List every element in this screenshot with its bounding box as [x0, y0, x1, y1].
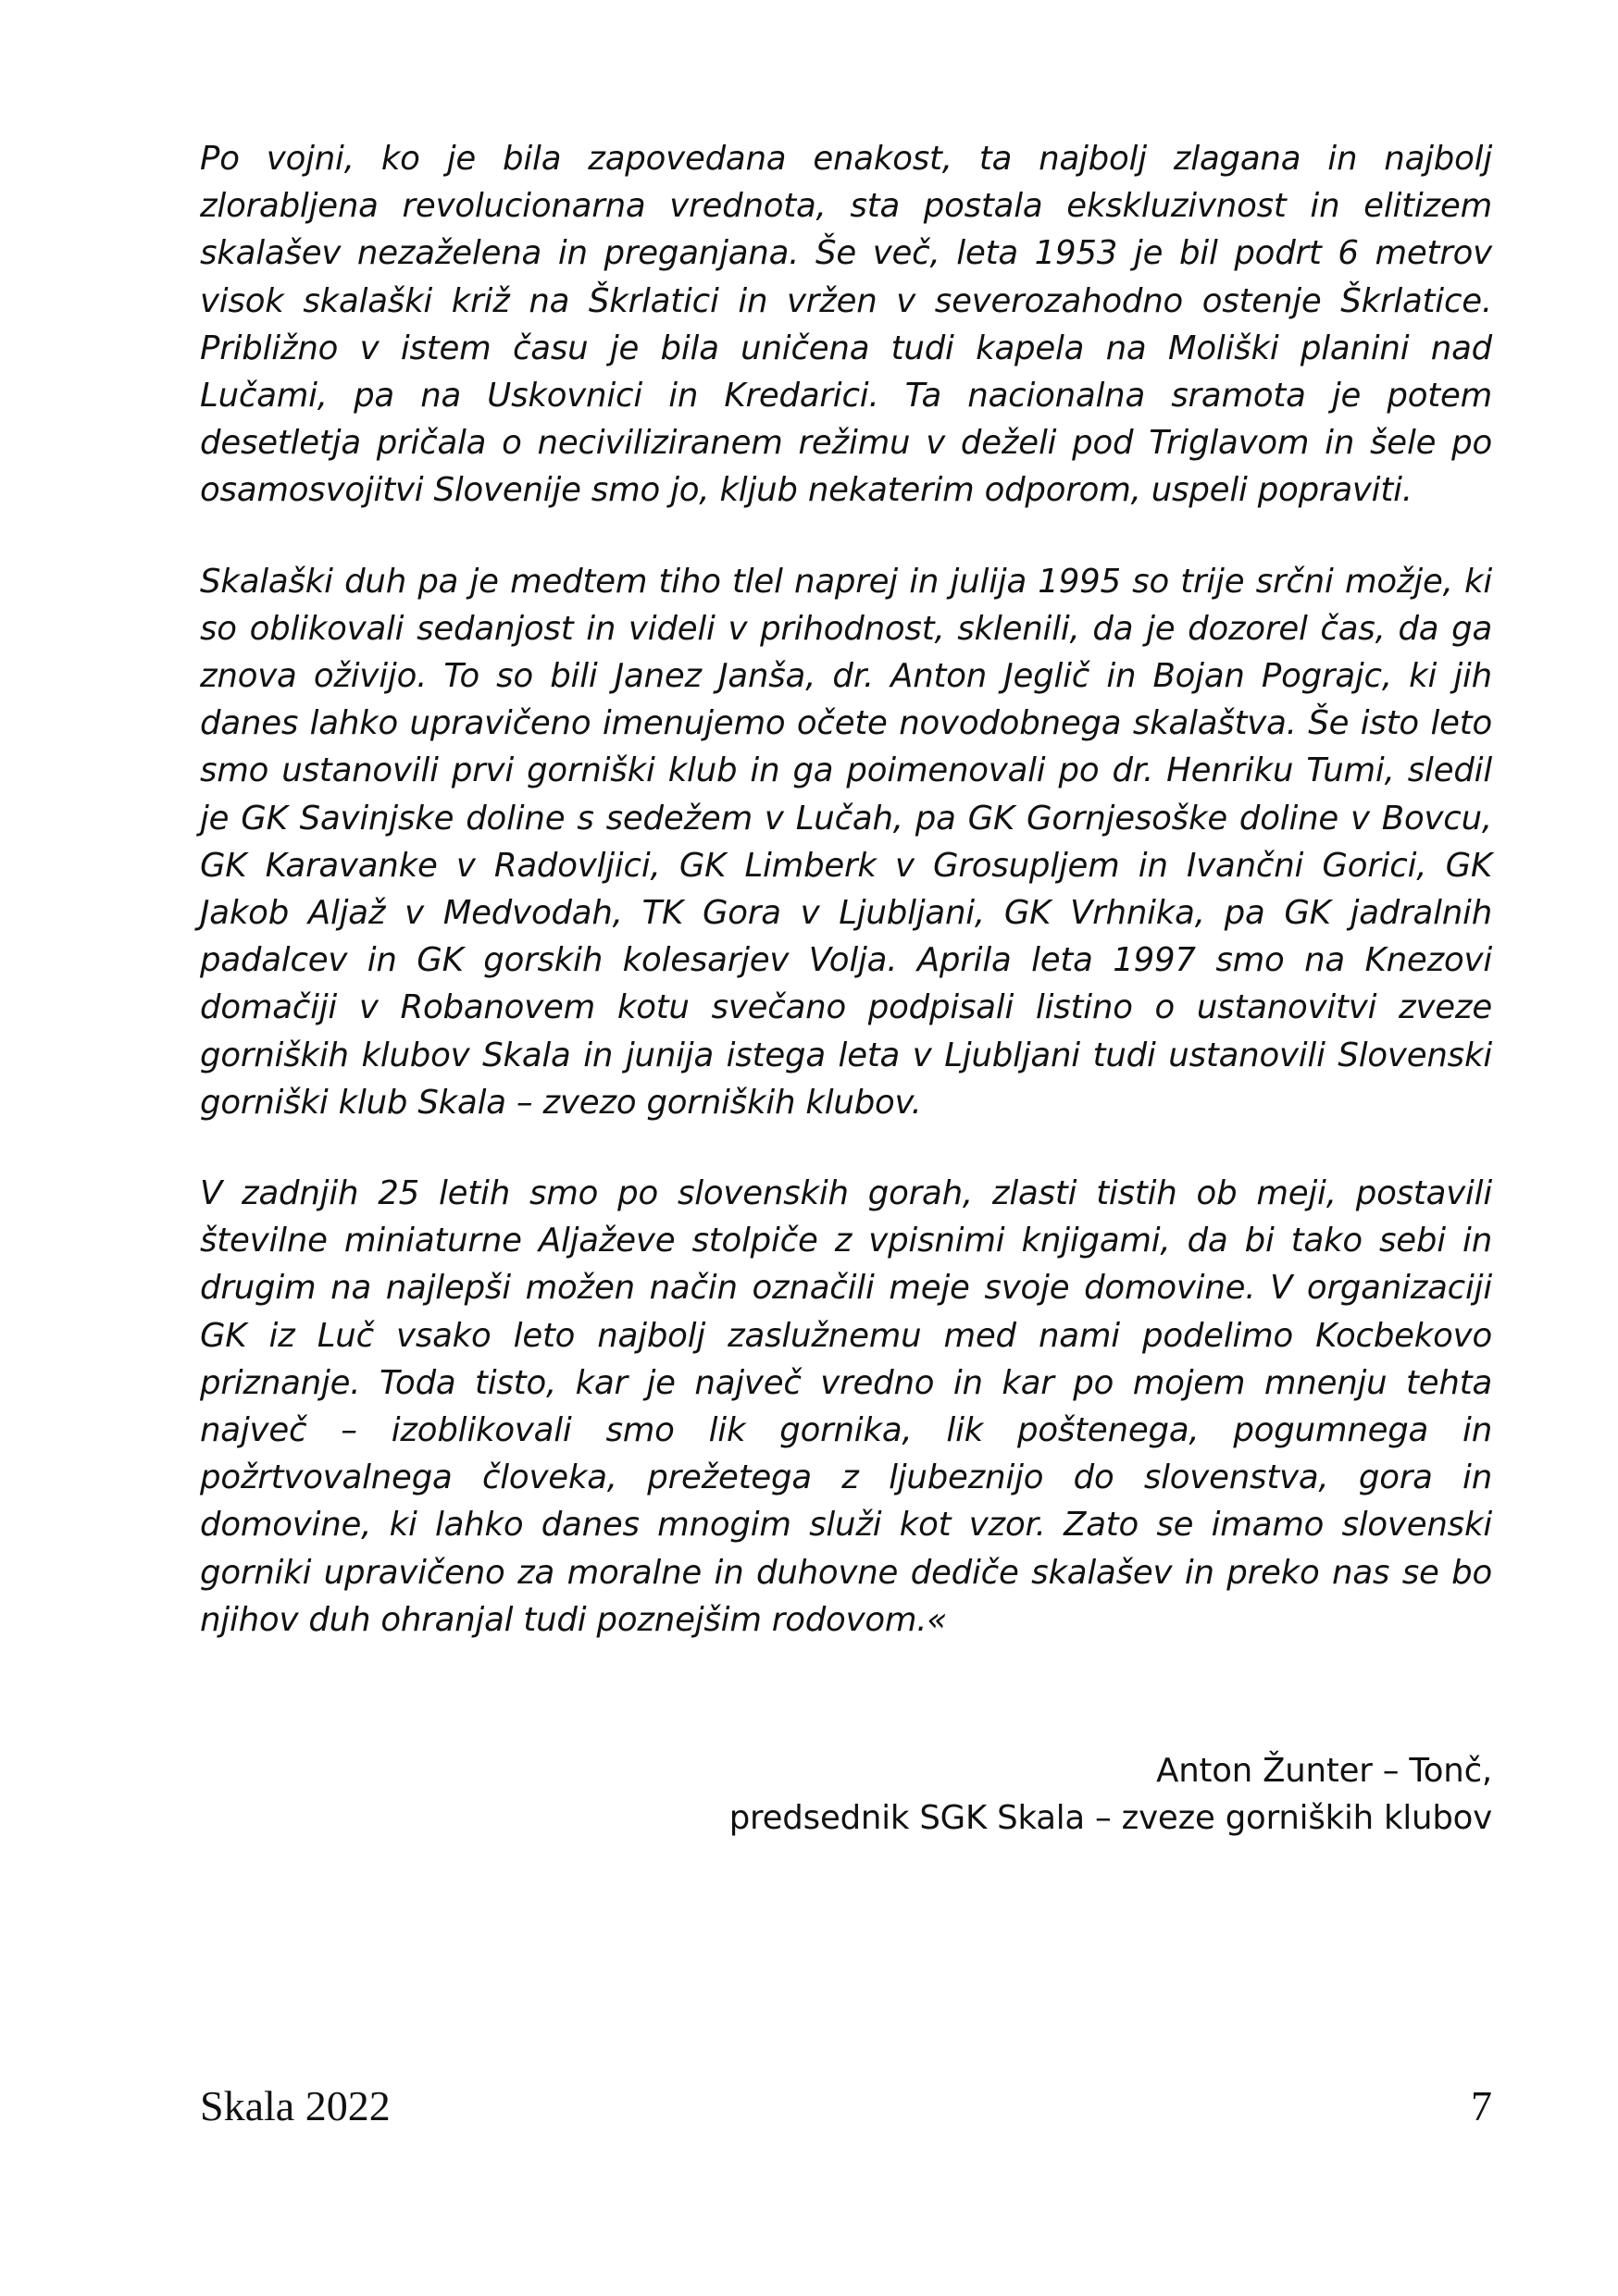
- paragraph-1: Po vojni, ko je bila zapovedana enakost, ta najbolj zlagana in najbolj zlorabljena revolucionarna vrednota, sta postala ekskluzivnost in elitizem skalašev nezaželena in preganjana. Še več, leta 1953 je bil podrt 6 metrov visok skalaški križ na Škrlatici in vržen v severozahodno ostenje Škrlatice. Približno v istem času je bila uničena tudi kapela na Moliški planini nad Lučami, pa na Uskovnici in Kredarici. Ta nacionalna sramota je potem desetletja pričala o neciviliziranem režimu v deželi pod Triglavom in šele po osamosvojitvi Slovenije smo jo, kljub nekaterim odporom, uspeli popraviti.: [200, 140, 1492, 510]
- author-name: Anton Žunter – Tonč,: [1156, 1752, 1492, 1790]
- article-body: [200, 135, 1492, 1687]
- page-footer: [200, 2080, 1492, 2132]
- footer-page-number: 7: [1471, 2082, 1492, 2129]
- author-role: predsednik SGK Skala – zveze gorniških klubov: [728, 1799, 1492, 1838]
- signature-block: [729, 1747, 1492, 1842]
- paragraph-2: Skalaški duh pa je medtem tiho tlel naprej in julija 1995 so trije srčni možje, ki so oblikovali sedanjost in videli v prihodnost, sklenili, da je dozorel čas, da ga znova oživijo. To so bili Janez Janša, dr. Anton Jeglič in Bojan Pograjc, ki jih danes lahko upravičeno imenujemo očete novodobnega skalaštva. Še isto leto smo ustanovili prvi gorniški klub in ga poimenovali po dr. Henriku Tumi, sledil je GK Savinjske doline s sedežem v Lučah, pa GK Gornjesoške doline v Bovcu, GK Karavanke v Radovljici, GK Limberk v Grosupljem in Ivančni Gorici, GK Jakob Aljaž v Medvodah, TK Gora v Ljubljani, GK Vrhnika, pa GK jadralnih padalcev in GK gorskih kolesarjev Volja. Aprila leta 1997 smo na Knezovi domačiji v Robanovem kotu svečano podpisali listino o ustanovitvi zveze gorniških klubov Skala in junija istega leta v Ljubljani tudi ustanovili Slovenski gorniški klub Skala – zvezo gorniških klubov.: [200, 562, 1492, 1122]
- paragraph-3: V zadnjih 25 letih smo po slovenskih gorah, zlasti tistih ob meji, postavili številne miniaturne Aljaževe stolpiče z vpisnimi knjigami, da bi tako sebi in drugim na najlepši možen način označili meje svoje domovine. V organizaciji GK iz Luč vsako leto najbolj zaslužnemu med nami podelimo Kocbekovo priznanje. Toda tisto, kar je največ vredno in kar po mojem mnenju tehta največ – izoblikovali smo lik gornika, lik poštenega, pogumnega in požrtvovalnega človeka, prežetega z ljubeznijo do slovenstva, gora in domovine, ki lahko danes mnogim služi kot vzor. Zato se imamo slovenski gorniki upravičeno za moralne in duhovne dediče skalašev in preko nas se bo njihov duh ohranjal tudi poznejšim rodovom.«: [200, 1174, 1492, 1639]
- footer-publication: Skala 2022: [200, 2082, 391, 2129]
